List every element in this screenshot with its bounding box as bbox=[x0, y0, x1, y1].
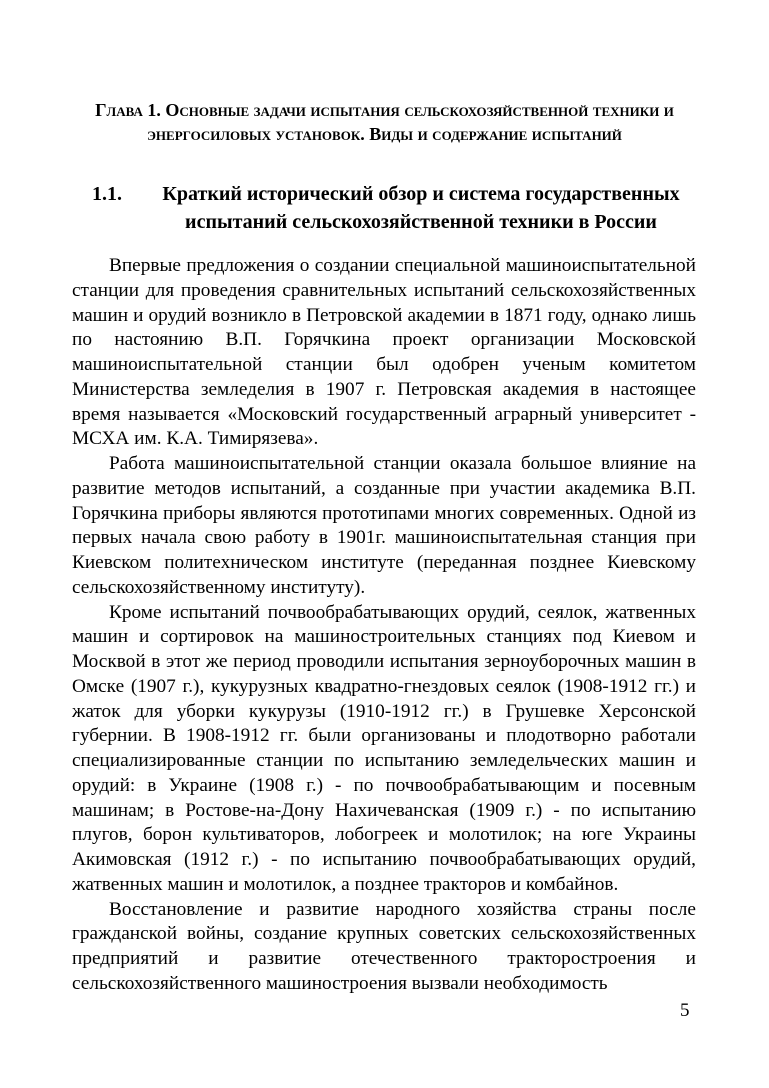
body-text bbox=[72, 254, 696, 997]
chapter-heading: Глава 1. Основные задачи испытания сельскохозяйственной техники и энергосиловых установок. Виды и содержание испытаний bbox=[95, 100, 674, 144]
paragraph: Восстановление и развитие народного хозяйства страны после гражданской войны, создание крупных советских сельскохозяйственных предприятий и развитие отечественного тракторостроения и сельскохозяйственного машиностроения вызвали необходимость bbox=[72, 898, 696, 994]
paragraph: Работа машиноиспытательной станции оказала большое влияние на развитие методов испытаний, а созданные при участии академика В.П. Горячкина приборы являются прототипами многих современных. Одной из первых начала свою работу в 1901г. машиноиспытательная станция при Киевском политехническом институте (переданная позднее Киевскому сельскохозяйственному институту). bbox=[72, 453, 696, 598]
page-number: 5 bbox=[680, 1000, 690, 1021]
section-number: 1.1. bbox=[92, 183, 122, 205]
section-heading bbox=[70, 180, 699, 236]
paragraph: Кроме испытаний почвообрабатывающих орудий, сеялок, жатвенных машин и сортировок на машиностроительных станциях под Киевом и Москвой в этот же период проводили испытания зерноуборочных машин в Омске (1907 г.), кукурузных квадратно-гнездовых сеялок (1908-1912 гг.) и жаток для уборки кукурузы (1910-1912 гг.) в Грушевке Херсонской губернии. В 1908-1912 гг. были организованы и плодотворно работали специализированные станции по испытанию земледельческих машин и орудий: в Украине (1908 г.) - по почвообрабатывающим и посевным машинам; в Ростове-на-Дону Нахичеванская (1909 г.) - по испытанию плугов, борон культиваторов, лобогреек и молотилок; на юге Украины Акимовская (1912 г.) - по испытанию почвообрабатывающих орудий, жатвенных машин и молотилок, а позднее тракторов и комбайнов. bbox=[72, 601, 696, 895]
section-title: Краткий исторический обзор и система государственных испытаний сельскохозяйственной техники в России bbox=[162, 183, 680, 233]
paragraph: Впервые предложения о создании специальной машиноиспытательной станции для проведения сравнительных испытаний сельскохозяйственных машин и орудий возникло в Петровской академии в 1871 году, однако лишь по настоянию В.П. Горячкина проект организации Московской машиноиспытательной станции был одобрен ученым комитетом Министерства земледелия в 1907 г. Петровская академия в настоящее время называется «Московский государственный аграрный университет - МСХА им. К.А. Тимирязева». bbox=[72, 255, 696, 450]
